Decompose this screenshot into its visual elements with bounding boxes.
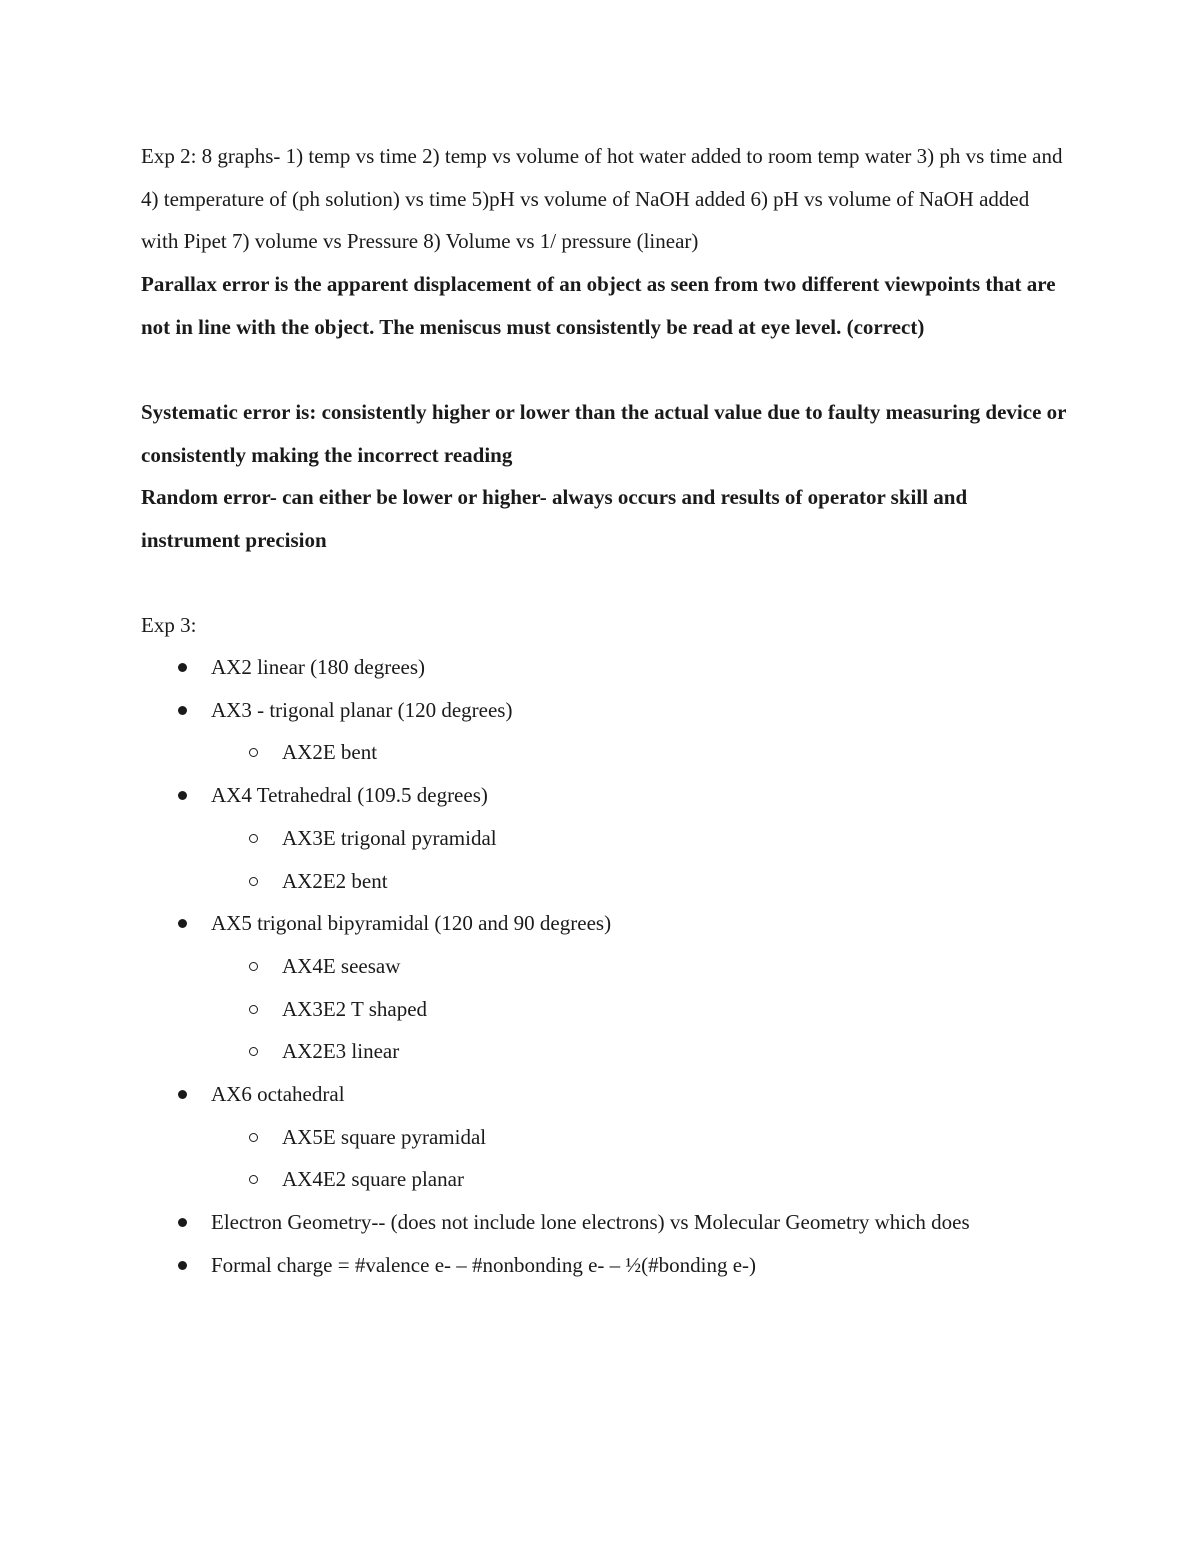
list-item xyxy=(0,1244,1031,1287)
list-item-text: AX4E seesaw xyxy=(282,953,401,978)
bullet-circle-icon xyxy=(249,962,258,971)
list-subitem xyxy=(0,860,1032,903)
list-subitem xyxy=(0,817,1032,860)
random-error-paragraph: Random error- can either be lower or higher- always occurs and results of operator skill and instrument precision xyxy=(141,485,968,552)
list-item-text: AX2E2 bent xyxy=(282,868,388,893)
list-item-text: AX3E2 T shaped xyxy=(282,996,428,1021)
list-subitem xyxy=(0,988,1032,1031)
bullet-circle-icon xyxy=(249,834,258,843)
exp2-graphs-paragraph: Exp 2: 8 graphs- 1) temp vs time 2) temp vs volume of hot water added to room temp water 3) ph vs time and 4) temperature of (ph solution) vs time 5)pH vs volume of NaOH added 6) pH vs volume of NaOH added with Pipet 7) volume vs Pressure 8) Volume vs 1/ pressure (linear) xyxy=(141,144,1063,254)
bullet-circle-icon xyxy=(249,1175,258,1184)
bullet-dot-icon xyxy=(178,919,187,928)
list-item-text: AX6 octahedral xyxy=(211,1082,345,1107)
list-item-text: AX3 - trigonal planar (120 degrees) xyxy=(211,697,513,722)
list-item xyxy=(0,774,1031,817)
bullet-dot-icon xyxy=(178,1090,187,1099)
bullet-circle-icon xyxy=(249,748,258,757)
list-subitem xyxy=(0,1158,1032,1201)
list-item xyxy=(0,902,1031,945)
bullet-dot-icon xyxy=(178,663,187,672)
list-item xyxy=(0,1073,1031,1116)
list-item-text: AX5 trigonal bipyramidal (120 and 90 degrees) xyxy=(211,911,612,936)
systematic-error-paragraph: Systematic error is: consistently higher or lower than the actual value due to faulty measuring device or consistently making the incorrect reading xyxy=(141,400,1067,467)
bullet-circle-icon xyxy=(249,1047,258,1056)
bullet-dot-icon xyxy=(178,1218,187,1227)
list-item-text: Electron Geometry-- (does not include lone electrons) vs Molecular Geometry which does xyxy=(211,1210,970,1235)
list-item-text: AX4 Tetrahedral (109.5 degrees) xyxy=(211,783,488,808)
list-subitem xyxy=(0,1116,1032,1159)
list-subitem xyxy=(0,1030,1032,1073)
bullet-dot-icon xyxy=(178,791,187,800)
list-item-text: AX4E2 square planar xyxy=(282,1167,464,1192)
bullet-circle-icon xyxy=(249,1005,258,1014)
list-item-text: AX3E trigonal pyramidal xyxy=(282,825,497,850)
list-subitem xyxy=(0,945,1032,988)
bullet-dot-icon xyxy=(178,1261,187,1270)
list-item-text: AX5E square pyramidal xyxy=(282,1124,487,1149)
exp3-heading: Exp 3: xyxy=(141,613,197,637)
list-item-text: AX2E3 linear xyxy=(282,1039,400,1064)
list-item-text: Formal charge = #valence e- – #nonbonding e- – ½(#bonding e-) xyxy=(211,1252,757,1277)
list-item xyxy=(0,646,1031,689)
parallax-error-paragraph: Parallax error is the apparent displacement of an object as seen from two different viewpoints that are not in line with the object. The meniscus must consistently be read at eye level. (correct) xyxy=(141,272,1056,339)
bullet-circle-icon xyxy=(249,1133,258,1142)
list-item-text: AX2E bent xyxy=(282,740,378,765)
bullet-circle-icon xyxy=(249,877,258,886)
geometry-list xyxy=(0,646,1200,1287)
list-item xyxy=(0,689,1031,732)
bullet-dot-icon xyxy=(178,706,187,715)
list-item xyxy=(0,1201,1031,1244)
list-item-text: AX2 linear (180 degrees) xyxy=(211,655,425,679)
list-subitem xyxy=(0,731,1032,774)
